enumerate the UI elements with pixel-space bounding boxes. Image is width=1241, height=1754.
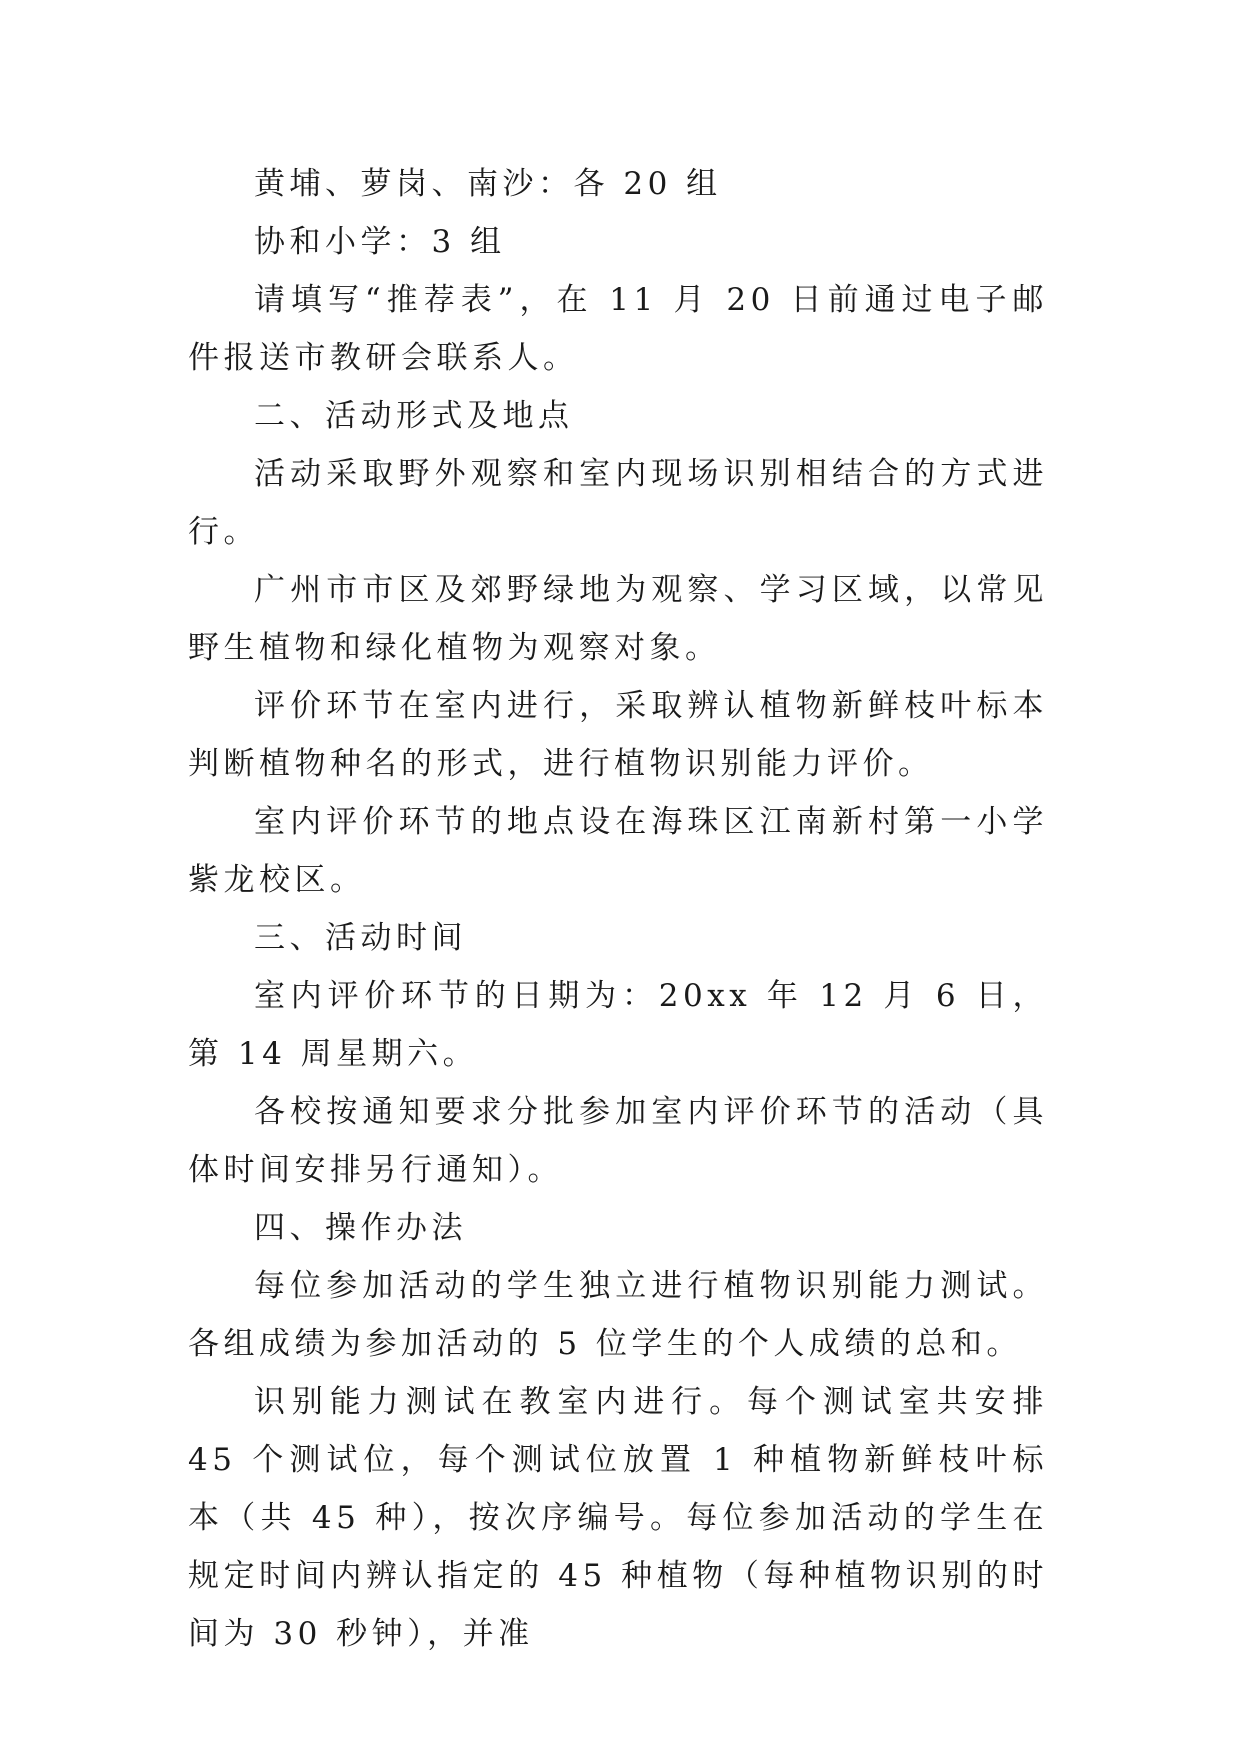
paragraph-quota-huangpu: 黄埔、萝岗、南沙：各 20 组 [254,166,722,202]
section-heading-format-location: 二、活动形式及地点 [254,398,574,434]
paragraph-observation-area: 广州市市区及郊野绿地为观察、学习区域，以常见野生植物和绿化植物为观察对象。 [188,572,1048,666]
paragraph-evaluation-location: 室内评价环节的地点设在海珠区江南新村第一小学紫龙校区。 [188,804,1048,898]
paragraph-activity-method: 活动采取野外观察和室内现场识别相结合的方式进行。 [188,456,1048,550]
paragraph-test-procedure: 识别能力测试在教室内进行。每个测试室共安排 45 个测试位，每个测试位放置 1 种植物新鲜枝叶标本（共 45 种），按次序编号。每位参加活动的学生在规定时间内辨认指定的 45 种植物（每种植物识别的时间为 30 秒钟），并准 [188,1384,1048,1652]
document-body [188,155,1048,1663]
section-heading-time: 三、活动时间 [254,920,467,956]
paragraph-batch-schedule: 各校按通知要求分批参加室内评价环节的活动（具体时间安排另行通知）。 [188,1094,1048,1188]
paragraph-evaluation-date: 室内评价环节的日期为：20xx 年 12 月 6 日，第 14 周星期六。 [188,978,1048,1072]
section-heading-procedure: 四、操作办法 [254,1210,467,1246]
paragraph-scoring: 每位参加活动的学生独立进行植物识别能力测试。各组成绩为参加活动的 5 位学生的个人成绩的总和。 [188,1268,1048,1362]
paragraph-quota-xiehe: 协和小学：3 组 [254,224,506,260]
paragraph-evaluation-method: 评价环节在室内进行，采取辨认植物新鲜枝叶标本判断植物种名的形式，进行植物识别能力评价。 [188,688,1048,782]
paragraph-submission-deadline: 请填写“推荐表”，在 11 月 20 日前通过电子邮件报送市教研会联系人。 [188,282,1048,376]
